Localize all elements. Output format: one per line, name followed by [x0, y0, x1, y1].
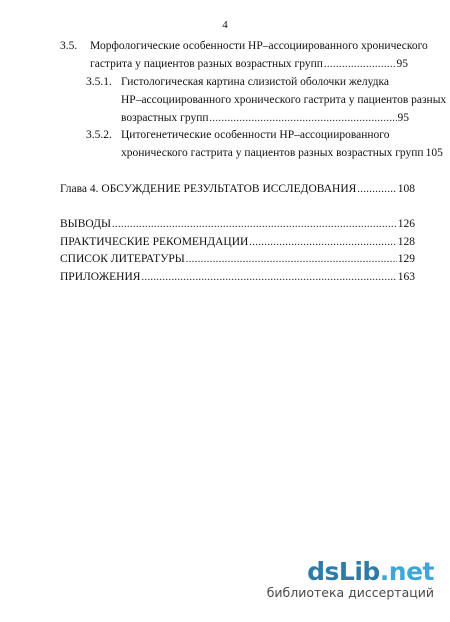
- watermark-logo-tld: .net: [379, 557, 434, 586]
- toc-entry-3-5-1-title-line1: Гистологическая картина слизистой оболочки желудка: [121, 76, 389, 88]
- toc-entry-3-5-1-number: 3.5.1.: [86, 76, 112, 88]
- toc-entry-conclusions-title: ВЫВОДЫ: [60, 218, 111, 230]
- toc-entry-chapter-4: [60, 181, 415, 199]
- toc-entry-3-5-2-title-line1: Цитогенетические особенности HP–ассоциированного: [121, 129, 390, 141]
- toc-entry-recommendations: [60, 234, 415, 252]
- toc-entry-3-5-1-title-line3: возрастных групп: [121, 112, 209, 124]
- toc-entry-chapter-4-page: 108: [397, 183, 415, 195]
- toc-entry-recommendations-page: 128: [397, 236, 415, 248]
- toc-entry-references-title: СПИСОК ЛИТЕРАТУРЫ: [60, 253, 185, 265]
- toc-entry-3-5: [90, 56, 408, 74]
- toc-entry-appendices: [60, 269, 415, 287]
- watermark-logo: [267, 559, 434, 585]
- toc-entry-recommendations-title: ПРАКТИЧЕСКИЕ РЕКОМЕНДАЦИИ: [60, 236, 249, 248]
- watermark: [267, 559, 434, 600]
- leader-dots: [210, 110, 397, 128]
- leader-dots: [112, 216, 397, 234]
- toc-entry-3-5-2-number: 3.5.2.: [86, 129, 112, 141]
- toc-entry-3-5-1-title-line2: HP–ассоциированного хронического гастрита у пациентов разных: [121, 94, 447, 106]
- leader-dots: [357, 181, 396, 199]
- toc-entry-conclusions-page: 126: [397, 218, 415, 230]
- toc-entry-conclusions: [60, 216, 415, 234]
- page-number: 4: [222, 19, 228, 31]
- leader-dots: [141, 269, 396, 287]
- toc-entry-references: [60, 251, 415, 269]
- toc-entry-appendices-page: 163: [397, 271, 415, 283]
- toc-entry-appendices-title: ПРИЛОЖЕНИЯ: [60, 271, 141, 283]
- toc-entry-3-5-2-title-line2: хронического гастрита у пациентов разных возрастных групп: [121, 147, 424, 159]
- toc-entry-3-5-1-page: 95: [397, 112, 409, 124]
- toc-entry-3-5-2-page: 105: [425, 147, 443, 159]
- leader-dots: [186, 251, 397, 269]
- leader-dots: [249, 234, 396, 252]
- watermark-logo-main: dsLib: [307, 557, 380, 586]
- watermark-subtitle: библиотека диссертаций: [266, 585, 434, 600]
- toc-entry-3-5-title-line1: Морфологические особенности HP–ассоциированного хронического: [90, 40, 428, 52]
- leader-dots: [324, 56, 396, 74]
- toc-entry-3-5-2: [121, 145, 443, 163]
- toc-entry-references-page: 129: [397, 253, 415, 265]
- toc-entry-3-5-title-line2: гастрита у пациентов разных возрастных групп: [90, 58, 323, 70]
- toc-entry-3-5-1: [121, 110, 409, 128]
- toc-entry-chapter-4-title: Глава 4. ОБСУЖДЕНИЕ РЕЗУЛЬТАТОВ ИССЛЕДОВАНИЯ: [60, 183, 357, 195]
- toc-entry-3-5-number: 3.5.: [60, 40, 78, 52]
- toc-entry-3-5-page: 95: [396, 58, 408, 70]
